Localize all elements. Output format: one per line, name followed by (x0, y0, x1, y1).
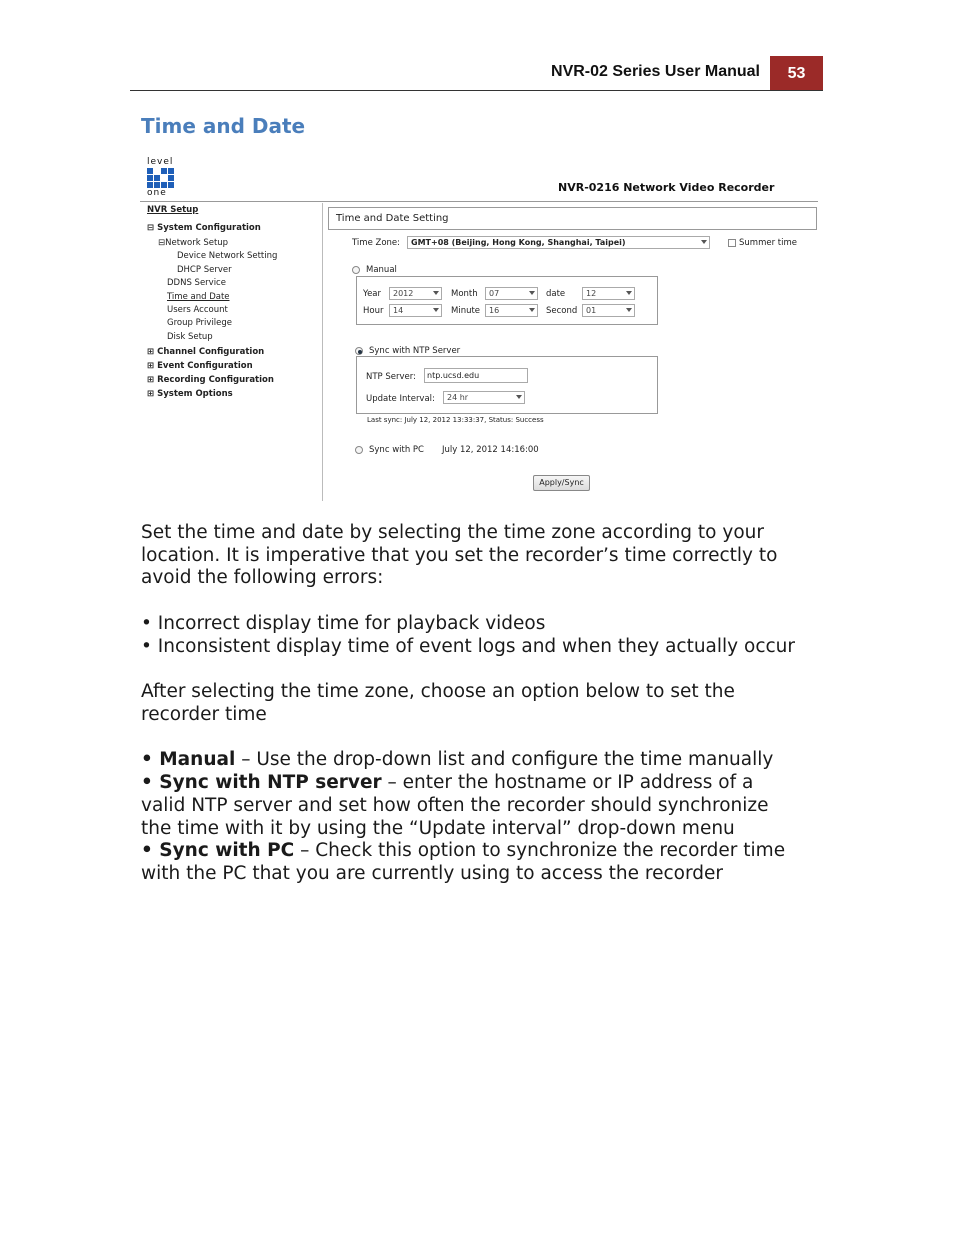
hour-value: 14 (393, 306, 404, 315)
summer-time-option[interactable] (728, 238, 797, 248)
second-value: 01 (586, 306, 597, 315)
top-divider (140, 201, 818, 202)
option-manual-desc: – Use the drop-down list and configure the time manually (235, 749, 774, 770)
panel-title: Time and Date Setting (328, 207, 817, 230)
hour-select[interactable] (389, 304, 442, 317)
summer-time-checkbox[interactable] (728, 239, 736, 247)
option-intro-line-2: recorder time (141, 704, 267, 725)
nav-label: Channel Configuration (157, 347, 265, 357)
level-one-logo (147, 158, 177, 198)
manual-title: NVR-02 Series User Manual (551, 63, 760, 80)
intro-line-1: Set the time and date by selecting the time zone according to your (141, 522, 764, 543)
nav-system-configuration[interactable] (147, 223, 261, 233)
date-select[interactable] (582, 287, 635, 300)
option-ntp-line-3: the time with it by using the “Update interval” drop-down menu (141, 818, 735, 839)
bullet-playback: • Incorrect display time for playback videos (141, 613, 546, 634)
left-navigation (140, 203, 323, 501)
option-pc-title: • Sync with PC (141, 840, 295, 861)
nav-label: System Configuration (157, 223, 261, 233)
nav-nvr-setup[interactable]: NVR Setup (147, 205, 199, 215)
expand-icon[interactable]: ⊞ (147, 375, 155, 385)
ntp-radio[interactable] (355, 347, 363, 355)
chevron-down-icon (529, 291, 535, 295)
expand-icon[interactable]: ⊞ (147, 361, 155, 371)
section-title: Time and Date (141, 114, 306, 138)
ntp-group (356, 356, 658, 414)
bullet-event-logs: • Inconsistent display time of event logs and when they actually occur (141, 636, 795, 657)
nav-label: System Options (157, 389, 233, 399)
expand-icon[interactable]: ⊞ (147, 389, 155, 399)
nav-channel-configuration[interactable] (147, 347, 264, 357)
ntp-option[interactable] (355, 346, 460, 356)
header-rule (130, 90, 823, 91)
minute-value: 16 (489, 306, 500, 315)
update-interval-select[interactable] (443, 391, 525, 404)
year-value: 2012 (393, 289, 414, 298)
nav-label: Network Setup (165, 238, 229, 248)
year-label: Year (363, 289, 381, 299)
device-title: NVR-0216 Network Video Recorder (558, 181, 775, 194)
logo-grid-icon (147, 168, 177, 188)
time-zone-value: GMT+08 (Beijing, Hong Kong, Shanghai, Taipei) (411, 238, 626, 247)
nav-system-options[interactable] (147, 389, 233, 399)
ntp-server-label: NTP Server: (366, 372, 416, 382)
time-zone-label: Time Zone: (352, 238, 401, 248)
logo-text-top: level (147, 157, 174, 167)
chevron-down-icon (433, 308, 439, 312)
ntp-server-input[interactable]: ntp.ucsd.edu (424, 368, 528, 383)
date-value: 12 (586, 289, 597, 298)
sync-pc-radio[interactable] (355, 446, 363, 454)
second-label: Second (546, 306, 578, 316)
sync-pc-label: Sync with PC (369, 445, 424, 455)
manual-radio[interactable] (352, 266, 360, 274)
minute-select[interactable] (485, 304, 538, 317)
collapse-icon[interactable]: ⊟ (158, 238, 166, 248)
year-select[interactable] (389, 287, 442, 300)
option-ntp (141, 771, 753, 794)
intro-line-3: avoid the following errors: (141, 567, 384, 588)
option-intro-line-1: After selecting the time zone, choose an option below to set the (141, 681, 735, 702)
date-label: date (546, 289, 566, 299)
expand-icon[interactable]: ⊞ (147, 347, 155, 357)
nav-recording-configuration[interactable] (147, 375, 274, 385)
ntp-label: Sync with NTP Server (369, 346, 461, 356)
hour-label: Hour (363, 306, 384, 316)
pc-time: July 12, 2012 14:16:00 (442, 445, 539, 455)
nav-label: Event Configuration (157, 361, 253, 371)
nav-label: Recording Configuration (157, 375, 274, 385)
option-ntp-title: • Sync with NTP server (141, 772, 382, 793)
option-pc-desc: – Check this option to synchronize the recorder time (294, 840, 786, 861)
minute-label: Minute (451, 306, 481, 316)
chevron-down-icon (516, 395, 522, 399)
collapse-icon[interactable]: ⊟ (147, 223, 155, 233)
month-label: Month (451, 289, 478, 299)
chevron-down-icon (701, 240, 707, 244)
apply-sync-button[interactable]: Apply/Sync (533, 475, 590, 491)
nav-time-and-date[interactable]: Time and Date (167, 292, 230, 302)
nav-network-setup[interactable] (158, 238, 228, 248)
nav-ddns-service[interactable]: DDNS Service (167, 278, 226, 288)
nav-users-account[interactable]: Users Account (167, 305, 228, 315)
month-select[interactable] (485, 287, 538, 300)
second-select[interactable] (582, 304, 635, 317)
update-interval-value: 24 hr (447, 393, 469, 402)
month-value: 07 (489, 289, 500, 298)
option-ntp-line-2: valid NTP server and set how often the recorder should synchronize (141, 795, 769, 816)
option-manual (141, 748, 773, 771)
nav-dhcp-server[interactable]: DHCP Server (177, 265, 232, 275)
page-number: 53 (770, 56, 823, 91)
option-pc (141, 839, 785, 862)
nvr-ui-screenshot (140, 155, 820, 505)
option-ntp-desc: – enter the hostname or IP address of a (381, 772, 754, 793)
intro-line-2: location. It is imperative that you set the recorder’s time correctly to (141, 545, 778, 566)
last-sync-status: Last sync: July 12, 2012 13:33:37, Status: Success (367, 416, 544, 424)
chevron-down-icon (626, 291, 632, 295)
nav-device-network-setting[interactable]: Device Network Setting (177, 251, 278, 261)
manual-option[interactable] (352, 265, 397, 275)
option-pc-line-2: with the PC that you are currently using to access the recorder (141, 863, 724, 884)
update-interval-label: Update Interval: (366, 394, 435, 404)
manual-label: Manual (366, 265, 397, 275)
chevron-down-icon (433, 291, 439, 295)
time-zone-select[interactable] (407, 236, 710, 249)
sync-pc-option[interactable] (355, 445, 424, 455)
nav-event-configuration[interactable] (147, 361, 253, 371)
summer-time-label: Summer time (739, 238, 797, 248)
chevron-down-icon (626, 308, 632, 312)
option-manual-title: • Manual (141, 749, 236, 770)
logo-text-bottom: one (147, 188, 167, 198)
nav-disk-setup[interactable]: Disk Setup (167, 332, 213, 342)
chevron-down-icon (529, 308, 535, 312)
nav-group-privilege[interactable]: Group Privilege (167, 318, 233, 328)
manual-group (356, 276, 658, 325)
